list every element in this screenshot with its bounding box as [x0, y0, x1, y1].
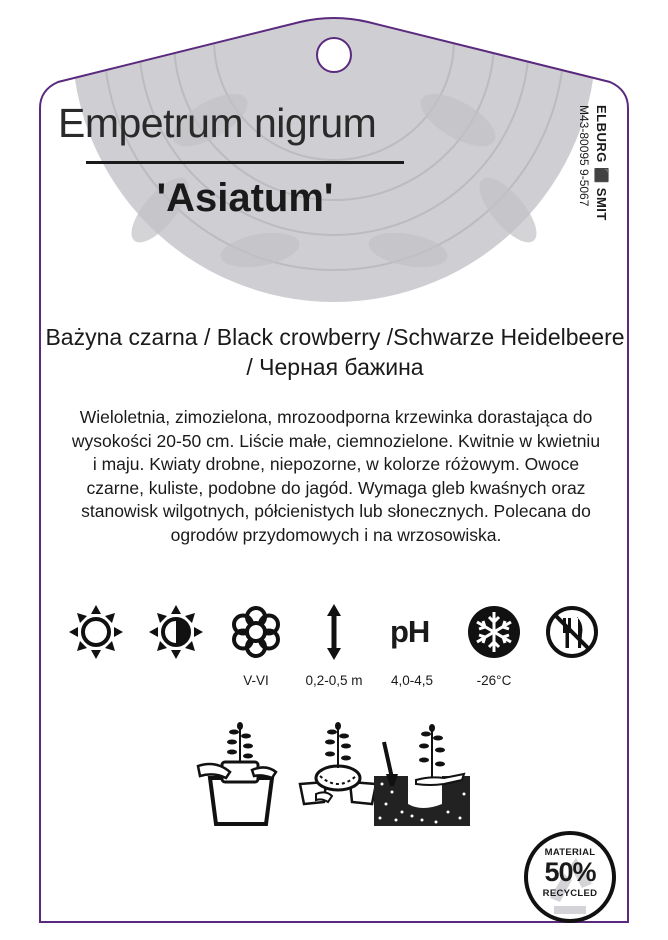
snowflake-icon [468, 606, 520, 658]
hardiness-label: -26°C [476, 673, 512, 688]
recycled-percent: 50% [544, 857, 596, 887]
ph-label: 4,0-4,5 [390, 673, 434, 688]
common-names: Bażyna czarna / Black crowberry /Schwarze Heidelbeere / Черная бажина [45, 324, 625, 380]
product-code: M43-80095 9-5067 [577, 105, 591, 207]
full-sun-icon [69, 605, 123, 659]
planting-icon [372, 720, 472, 830]
height-label: 0,2-0,5 m [305, 673, 363, 688]
brand-name: ELBURG ⬛ SMIT [594, 105, 609, 221]
recycled-badge [520, 828, 620, 926]
care-icons-row [0, 604, 668, 664]
height-icon [327, 604, 341, 660]
plant-description: Wieloletnia, zimozielona, mrozoodporna krzewinka dorastająca do wysokości 20-50 cm. Liście małe, ciemnozielone. Kwitnie w kwietniu i maju. Kwiaty drobne, niepozorne, w kolorze różowym. Owoce czarne, kuliste, podobne do jagód. Wymaga gleb kwaśnych oraz stanowisk wilgotnych, półcienistych lub słonecznych. Polecana do ogrodów przydomowych i na wrzosowiska. [71, 407, 601, 545]
partial-shade-icon [149, 605, 203, 659]
flowering-label: V-VI [243, 673, 269, 688]
title-divider [86, 161, 404, 164]
pot-removal-icon [196, 720, 286, 830]
brand-block [577, 105, 609, 221]
recycled-material-label: MATERIAL [544, 847, 596, 858]
ph-icon: pH [390, 614, 430, 649]
flower-icon [234, 608, 278, 656]
cultivar-name: 'Asiatum' [156, 176, 334, 220]
latin-name: Empetrum nigrum [58, 100, 377, 146]
recycled-label: RECYCLED [542, 888, 598, 899]
not-edible-icon [548, 608, 596, 656]
